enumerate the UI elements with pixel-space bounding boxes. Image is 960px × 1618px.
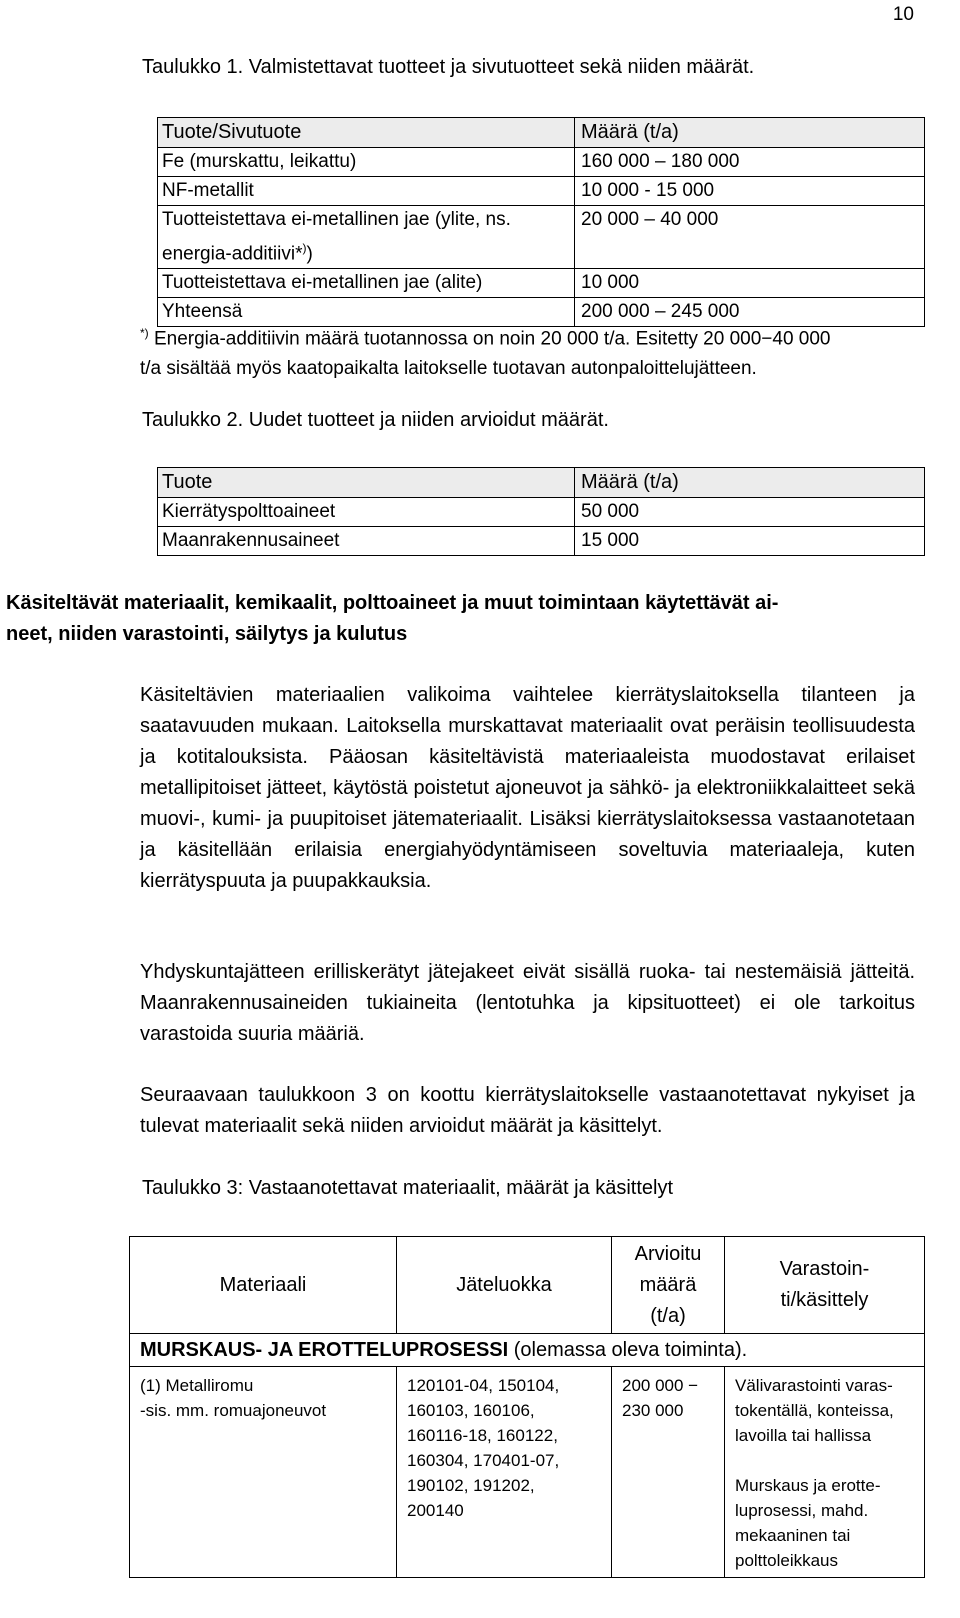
table1-product: Fe (murskattu, leikattu) [158,148,575,177]
table-row [130,1367,925,1578]
table-row [158,148,925,177]
table1-header-amount: Määrä (t/a) [575,118,925,148]
table3-storage-l2: tokentällä, konteissa, [735,1401,894,1420]
table2-caption: Taulukko 2. Uudet tuotteet ja niiden arvioidut määrät. [142,409,609,431]
table-row [158,269,925,298]
table1-product: Yhteensä [158,298,575,327]
table3-codes-l2: 160103, 160106, [407,1401,535,1420]
table3-header-amount-l3: (t/a) [650,1304,686,1327]
table2-amount: 50 000 [575,498,925,527]
table2-product: Maanrakennusaineet [158,527,575,556]
table1-caption: Taulukko 1. Valmistettavat tuotteet ja sivutuotteet sekä niiden määrät. [142,56,755,78]
table3-codes-l1: 120101-04, 150104, [407,1376,560,1395]
table3-storage-l3: lavoilla tai hallissa [735,1426,872,1445]
table1-footnote [140,318,831,384]
footnote-text: Energia-additiivin määrä tuotannossa on noin 20 000 t/a. Esitetty 20 000−40 000 [148,328,831,350]
table3-section-title [130,1334,925,1367]
table3-header-material: Materiaali [130,1237,397,1334]
table3-header-storage-l1: Varastoin- [779,1258,870,1280]
table1-footnote-ref: ) [302,241,307,255]
table3-header-amount [612,1237,725,1334]
footnote-mark: *) [140,326,149,340]
table1-footnote-line1 [140,318,831,354]
table1-product: Tuotteistettava ei-metallinen jae (alite) [158,269,575,298]
section-heading-line2: neet, niiden varastointi, säilytys ja kulutus [6,623,408,645]
table1-header-product: Tuote/Sivutuote [158,118,575,148]
table2 [157,467,925,556]
table3-storage-l1: Välivarastointi varas- [735,1376,893,1395]
table3-section-rest: (olemassa oleva toiminta). [508,1338,748,1361]
table1-amount: 160 000 – 180 000 [575,148,925,177]
table3-section-row [130,1334,925,1367]
table3-section-bold: MURSKAUS- JA EROTTELUPROSESSI [140,1338,509,1361]
table1-product-line2-text: energia-additiivi* [162,243,303,265]
table3 [129,1236,925,1578]
table3-material-l2: -sis. mm. romuajoneuvot [140,1401,327,1420]
table1-amount: 10 000 [575,269,925,298]
table1-product-line2-close: ) [306,243,313,265]
table3-waste-codes [397,1367,612,1578]
table1-product-line2 [162,234,574,268]
table3-amount [612,1367,725,1578]
paragraph-2: Yhdyskuntajätteen erilliskerätyt jätejakeet eivät sisällä ruoka- tai nestemäisiä jätteitä. Maanrakennusaineiden tukiaineita (lentotuhka ja kipsituotteet) ei ole tarkoitus varastoida suuria määriä. [140,961,915,1045]
table3-caption: Taulukko 3: Vastaanotettavat materiaalit, määrät ja käsittelyt [142,1177,674,1199]
table3-header-amount-l2: määrä [639,1273,697,1296]
table2-product: Kierrätyspolttoaineet [158,498,575,527]
table1-product-line1: Tuotteistettava ei-metallinen jae (ylite, ns. [162,209,511,230]
table3-amount-l1: 200 000 − [622,1376,699,1395]
table1-amount: 20 000 – 40 000 [575,206,925,269]
table1-amount: 200 000 – 245 000 [575,298,925,327]
table3-header-amount-l1: Arvioitu [634,1242,702,1265]
table1-product: NF-metallit [158,177,575,206]
table3-material-l1: (1) Metalliromu [140,1376,254,1395]
table1-product [158,206,575,269]
table3-amount-l2: 230 000 [622,1401,684,1420]
table-row [158,177,925,206]
paragraph-3: Seuraavaan taulukkoon 3 on koottu kierrätyslaitokselle vastaanotettavat nykyiset ja tulevat materiaalit sekä niiden arvioidut määrät ja käsittelyt. [140,1084,915,1137]
table1-amount: 10 000 - 15 000 [575,177,925,206]
page-number: 10 [892,4,914,25]
table3-storage-l6: mekaaninen tai [735,1526,851,1545]
table-row [158,527,925,556]
table1 [157,117,925,327]
table3-storage-l7: polttoleikkaus [735,1551,839,1570]
table3-header-row [130,1237,925,1334]
table3-storage-l5: luprosessi, mahd. [735,1501,869,1520]
table3-codes-l5: 190102, 191202, [407,1476,535,1495]
table3-storage [725,1367,925,1578]
table3-header-storage-l2: ti/käsittely [780,1289,869,1311]
section-heading-line1: Käsiteltävät materiaalit, kemikaalit, polttoaineet ja muut toimintaan käytettävät ai- [6,592,779,614]
table3-codes-l6: 200140 [407,1501,464,1520]
table1-footnote-line2: t/a sisältää myös kaatopaikalta laitokselle tuotavan autonpaloittelujätteen. [140,358,757,380]
table3-storage-gap [735,1448,918,1473]
paragraph-1: Käsiteltävien materiaalien valikoima vaihtelee kierrätyslaitoksella tilanteen ja saatavuuden mukaan. Laitoksella murskattavat materiaalit ovat peräisin teollisuudesta ja kotitalouksista. Pääosan käsiteltävistä materiaaleista muodostavat erilaiset metallipitoiset jätteet, käytöstä poistetut ajoneuvot ja sähkö- ja elektroniikkalaitteet sekä muovi-, kumi- ja puupitoiset jätemateriaalit. Lisäksi kierrätyslaitoksessa vastaanotetaan ja käsitellään erilaisia energiahyödyntämiseen soveltuvia materiaaleja, kuten kierrätyspuuta ja puupakkauksia. [140,684,915,892]
table3-codes-l3: 160116-18, 160122, [407,1426,558,1445]
table2-amount: 15 000 [575,527,925,556]
table3-header-waste-class: Jäteluokka [397,1237,612,1334]
table2-header-amount: Määrä (t/a) [575,468,925,498]
table-row [158,206,925,269]
table3-material [130,1367,397,1578]
table3-storage-l4: Murskaus ja erotte- [735,1476,881,1495]
table3-codes-l4: 160304, 170401-07, [407,1451,560,1470]
table2-header-product: Tuote [158,468,575,498]
table3-header-storage [725,1237,925,1334]
section-heading [6,588,926,650]
table-row [158,498,925,527]
table1-header-row [158,118,925,148]
table2-header-row [158,468,925,498]
